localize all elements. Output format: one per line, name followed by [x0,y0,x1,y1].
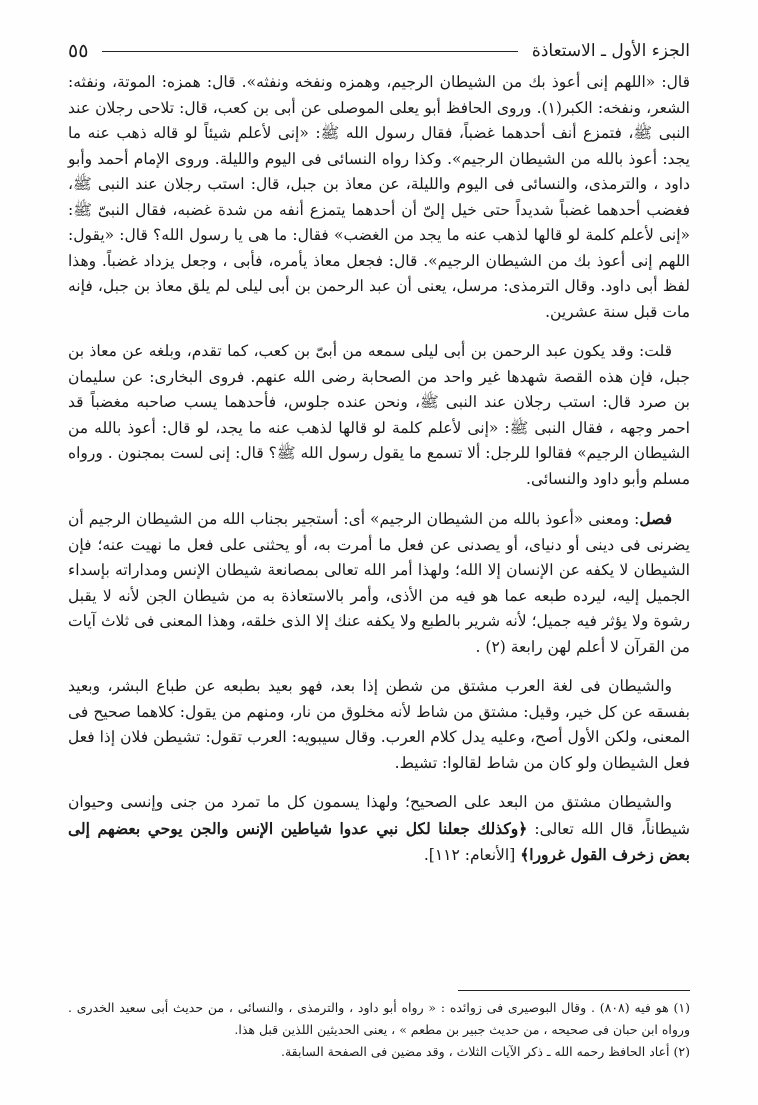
page-header [68,36,690,66]
verse-reference: [الأنعام: ١١٢]. [423,846,521,864]
footnote-2: (٢) أعاد الحافظ رحمه الله ـ ذكر الآيات الثلاث ، وقد مضين فى الصفحة السابقة. [280,1044,690,1059]
header-rule [102,51,518,52]
paragraph-text: والشيطان فى لغة العرب مشتق من شطن إذا بعد، فهو بعيد بطبعه عن طباع البشر، وبعيد بفسقه عن كل خير، وقيل: مشتق من شاط لأنه مخلوق من نار، ومنهم من يقول: كلاهما صحيح فى المعنى، ولكن الأول أصح، وعليه يدل كلام العرب. وقال سيبويه: العرب تقول: تشيطن فلان إذا فعل فعل الشيطان ولو كان من شاط لقالوا: تشيط. [68,677,690,772]
footnote-separator [458,990,690,991]
paragraph-hadith-isti-adha [68,70,690,325]
page-number: ٥٥ [68,40,89,62]
paragraph-qultu [68,332,690,492]
quran-verse: ﴿وكذلك جعلنا لكل نبي عدوا شياطين الإنس والجن يوحي بعضهم إلى بعض زخرف القول غرورا﴾ [68,818,690,864]
section-label: فصل [639,509,672,528]
chapter-title: الجزء الأول ـ الاستعاذة [531,41,690,61]
paragraph-text: قلت: وقد يكون عبد الرحمن بن أبى ليلى سمعه من أبىّ بن كعب، كما تقدم، وبلغه عن معاذ بن جبل، فإن هذه القصة شهدها غير واحد من الصحابة رضى الله عنهم. فروى البخارى: عن سليمان بن صرد قال: استب رجلان عند النبى ﷺ، ونحن عنده جلوس، فأحدهما يسب صاحبه مغضباً قد احمر وجهه ، فقال النبى ﷺ: «إنى لأعلم كلمة لو قالها لذهب عنه ما يجد، لو قال: أعوذ بالله من الشيطان الرجيم» فقالوا للرجل: ألا تسمع ما يقول رسول الله ﷺ؟ قال: إنى لست بمجنون . ورواه مسلم وأبو داود والنسائى. [68,342,690,488]
footnotes [68,997,690,1063]
paragraph-shaytan-derivation [68,783,690,869]
paragraph-fasl [68,499,690,660]
paragraph-etymology [68,667,690,776]
paragraph-text: والشيطان مشتق من البعد على الصحيح؛ ولهذا يسمون كل ما تمرد من جنى وإنسى وحيوان شيطاناً، قال الله تعالى: [68,793,691,838]
main-text [68,70,690,876]
paragraph-text: قال: «اللهم إنى أعوذ بك من الشيطان الرجيم، وهمزه ونفخه ونفثه». قال: همزه: الموتة، ونفثه: الشعر، ونفخه: الكبر(١). وروى الحافظ أبو يعلى الموصلى عن أبى بن كعب، قال: تلاحى رجلان عند النبى ﷺ، فتمزع أنف أحدهما غضباً، فقال رسول الله ﷺ: «إنى لأعلم شيئاً لو قاله ذهب عنه ما يجد: أعوذ بالله من الشيطان الرجيم». وكذا رواه النسائى فى اليوم والليلة. وروى الإمام أحمد وأبو داود ، والترمذى، والنسائى فى اليوم والليلة، عن معاذ بن جبل، قال: استب رجلان عند النبى ﷺ، فغضب أحدهما غضباً شديداً حتى خيل إلىّ أن أحدهما يتمزع أنفه من شدة غضبه، فقال النبىّ ﷺ: «إنى لأعلم كلمة لو قالها لذهب عنه ما يجد من الغضب» فقال: ما هى يا رسول الله؟ قال: «يقول: اللهم إنى أعوذ بك من الشيطان الرجيم». قال: فجعل معاذ يأمره، فأبى ، وجعل يزداد غضباً. وهذا لفظ أبى داود. وقال الترمذى: مرسل، يعنى أن عبد الرحمن بن أبى ليلى لم يلق معاذ بن جبل، فإنه مات قبل سنة عشرين. [68,73,690,321]
paragraph-text: : ومعنى «أعوذ بالله من الشيطان الرجيم» أى: أستجير بجناب الله من الشيطان الرجيم أن يضرنى فى دينى أو دنياى، أو يصدنى عن فعل ما أمرت به، أو يحثنى على فعل ما نهيت عنه؛ فإن الشيطان لا يكفه عن الإنسان إلا الله؛ ولهذا أمر الله تعالى بمصانعة شيطان الإنس ومداراته بإسداء الجميل إليه، ليرده طبعه عما هو فيه من الأذى، وأمر بالاستعاذة به من شيطان الجن لأنه لا يقبل رشوة ولا يؤثر فيه جميل؛ لأنه شرير بالطبع ولا يكفه عنك إلا الذى خلقه، وهذا المعنى فى ثلاث آيات من القرآن لا أعلم لهن رابعة (٢) . [68,510,690,656]
footnote-1: (١) هو فيه (٨٠٨) . وقال البوصيرى فى زوائده : « رواه أبو داود ، والترمذى ، والنسائى ، من حديث أبى سعيد الخدرى . ورواه ابن حبان فى صحيحه ، من حديث جبير بن مطعم » ، يعنى الحديثين اللذين قبل هذا. [68,1000,690,1037]
